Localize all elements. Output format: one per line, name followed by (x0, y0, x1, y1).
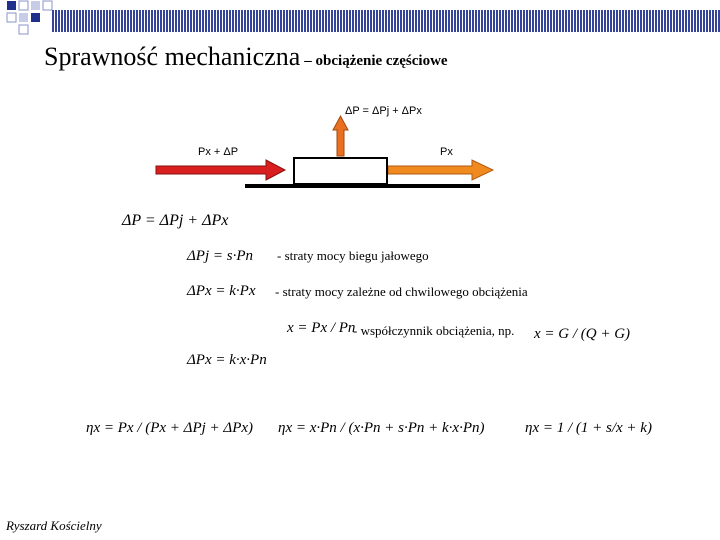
loss-arrow-label: ΔP = ΔPj + ΔPx (345, 105, 422, 117)
note-load-loss: - straty mocy zależne od chwilowego obciążenia (275, 284, 528, 299)
input-power-arrow (156, 160, 285, 180)
equation-efficiency-1: ηx = Px / (Px + ΔPj + ΔPx) (86, 420, 254, 436)
equation-load-factor-example: x = G / (Q + G) (534, 326, 631, 342)
title-main: Sprawność mechaniczna (44, 42, 301, 71)
loss-power-arrow (333, 116, 348, 156)
output-power-arrow (388, 160, 493, 180)
note-load-factor: - współczynnik obciążenia, np. (353, 323, 515, 338)
equation-total-loss: ΔP = ΔPj + ΔPx (122, 212, 229, 229)
equation-efficiency-3: ηx = 1 / (1 + s/x + k) (525, 420, 652, 436)
note-idle-loss: - straty mocy biegu jałowego (277, 248, 429, 263)
page-title (44, 42, 448, 72)
equation-idle-loss: ΔPj = s·Pn (187, 248, 254, 264)
equation-load-loss-expanded: ΔPx = k·x·Pn (187, 352, 267, 368)
equation-efficiency-2: ηx = x·Pn / (x·Pn + s·Pn + k·x·Pn) (278, 420, 485, 436)
title-subtitle: – obciążenie częściowe (304, 53, 448, 69)
equation-load-loss: ΔPx = k·Px (187, 283, 256, 299)
author-footer: Ryszard Kościelny (6, 518, 102, 533)
input-arrow-label: Px + ΔP (198, 146, 239, 158)
header-rule-decoration (52, 10, 720, 32)
equation-load-factor: x = Px / Pn (287, 320, 356, 336)
output-arrow-label: Px (440, 146, 453, 158)
corner-squares-decoration (0, 0, 60, 40)
machine-block (294, 158, 387, 184)
